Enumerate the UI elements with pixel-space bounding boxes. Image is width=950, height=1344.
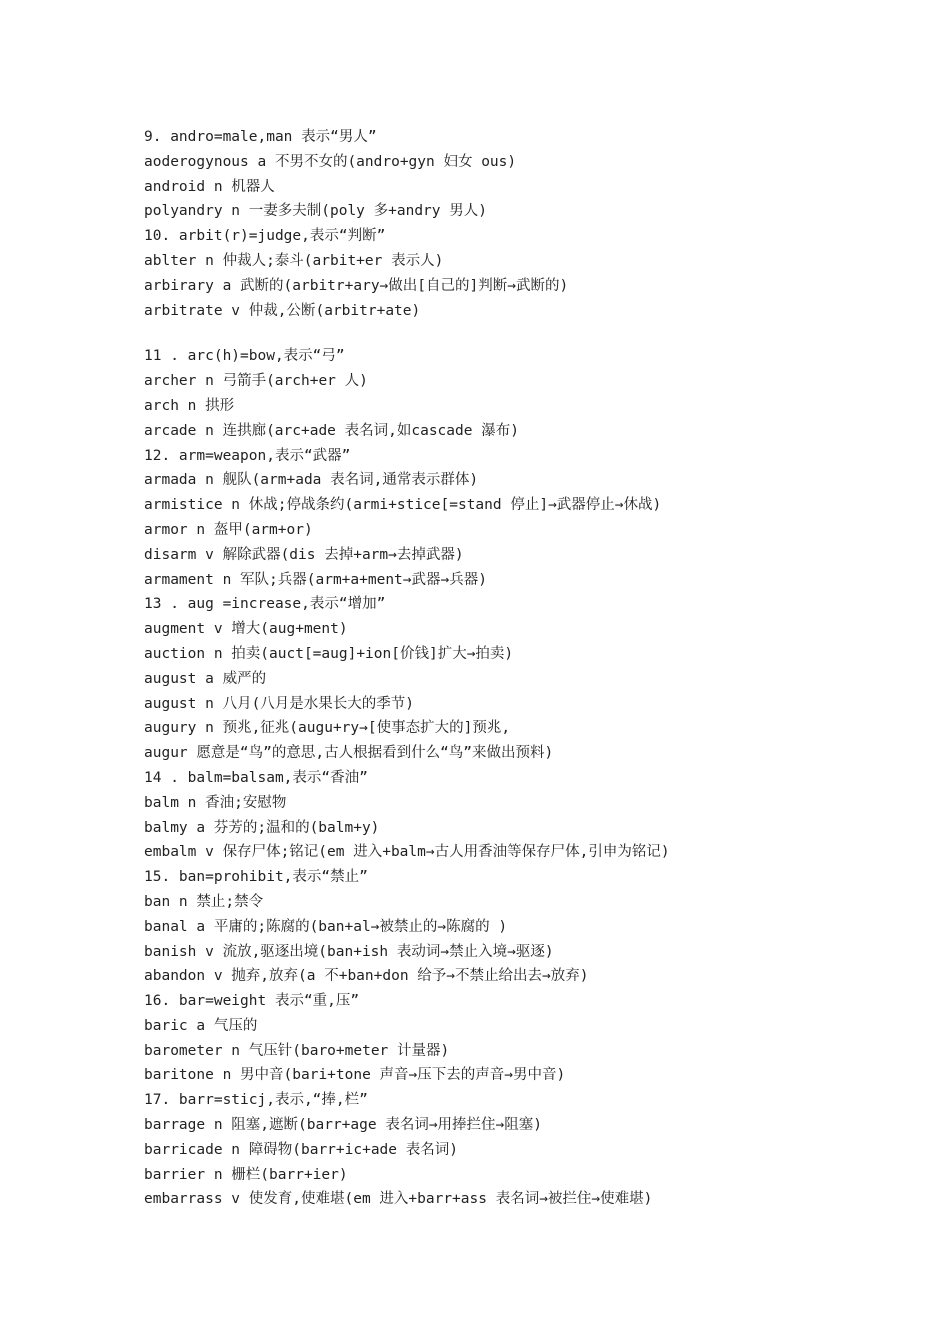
text-line: polyandry n 一妻多夫制(poly 多+andry 男人) [144,203,487,220]
text-line: barometer n 气压针(baro+meter 计量器) [144,1042,450,1059]
text-line: balmy a 芬芳的;温和的(balm+y) [144,819,380,836]
text-line: embarrass v 使发育,使难堪(em 进入+barr+ass 表名词→被拦住→使难堪) [144,1191,653,1208]
text-line: disarm v 解除武器(dis 去掉+arm→去掉武器) [144,546,464,563]
text-line: arch n 拱形 [144,397,235,414]
text-line: 9. andro=male,man 表示“男人” [144,129,377,145]
text-line: abandon v 抛弃,放弃(a 不+ban+don 给予→不禁止给出去→放弃) [144,968,589,985]
paragraph-gap [144,323,884,344]
text-line: augur 愿意是“鸟”的意思,古人根据看到什么“鸟”来做出预料) [144,745,554,762]
text-line: baric a 气压的 [144,1017,258,1034]
text-line: armament n 军队;兵器(arm+a+ment→武器→兵器) [144,571,487,588]
text-line: banal a 平庸的;陈腐的(ban+al→被禁止的→陈腐的 ) [144,918,508,935]
text-line: august n 八月(八月是水果长大的季节) [144,695,415,712]
text-line: 12. arm=weapon,表示“武器” [144,447,351,464]
text-line: barrage n 阻塞,遮断(barr+age 表名词→用捧拦住→阻塞) [144,1117,543,1134]
document-body [144,125,884,1212]
text-line: arbitrate v 仲裁,公断(arbitr+ate) [144,302,421,319]
text-line: barricade n 障碍物(barr+ic+ade 表名词) [144,1141,458,1158]
text-line: 10. arbit(r)=judge,表示“判断” [144,228,386,245]
text-line: baritone n 男中音(bari+tone 声音→压下去的声音→男中音) [144,1067,566,1084]
text-line: augment v 增大(aug+ment) [144,621,348,638]
text-line: auction n 拍卖(auct[=aug]+ion[价钱]扩大→拍卖) [144,645,514,662]
text-line: armistice n 休战;停战条约(armi+stice[=stand 停止]→武器停止→休战) [144,497,662,514]
text-line: 15. ban=prohibit,表示“禁止” [144,869,368,886]
text-line: embalm v 保存尸体;铭记(em 进入+balm→古人用香油等保存尸体,引申为铭记) [144,844,670,861]
text-line: arcade n 连拱廊(arc+ade 表名词,如cascade 瀑布) [144,422,519,439]
text-line: android n 机器人 [144,178,275,195]
text-line: barrier n 栅栏(barr+ier) [144,1166,348,1183]
text-line: 13 . aug =increase,表示“增加” [144,596,386,613]
text-line: 17. barr=sticj,表示,“捧,栏” [144,1092,368,1109]
text-line: ban n 禁止;禁令 [144,893,264,910]
text-line: armor n 盔甲(arm+or) [144,521,313,538]
text-line: augury n 预兆,征兆(augu+ry→[使事态扩大的]预兆, [144,720,511,737]
text-line: ablter n 仲裁人;泰斗(arbit+er 表示人) [144,252,444,269]
text-line: aoderogynous a 不男不女的(andro+gyn 妇女 ous) [144,153,517,170]
text-line: 11 . arc(h)=bow,表示“弓” [144,348,345,365]
text-line: balm n 香油;安慰物 [144,794,287,811]
text-line: banish v 流放,驱逐出境(ban+ish 表动词→禁止入境→驱逐) [144,943,554,960]
text-line: archer n 弓箭手(arch+er 人) [144,373,368,390]
text-line: 14 . balm=balsam,表示“香油” [144,769,368,786]
text-line: august a 威严的 [144,670,267,687]
text-line: arbirary a 武断的(arbitr+ary→做出[自己的]判断→武断的) [144,277,569,294]
text-line: 16. bar=weight 表示“重,压” [144,993,360,1010]
text-line: armada n 舰队(arm+ada 表名词,通常表示群体) [144,472,479,489]
